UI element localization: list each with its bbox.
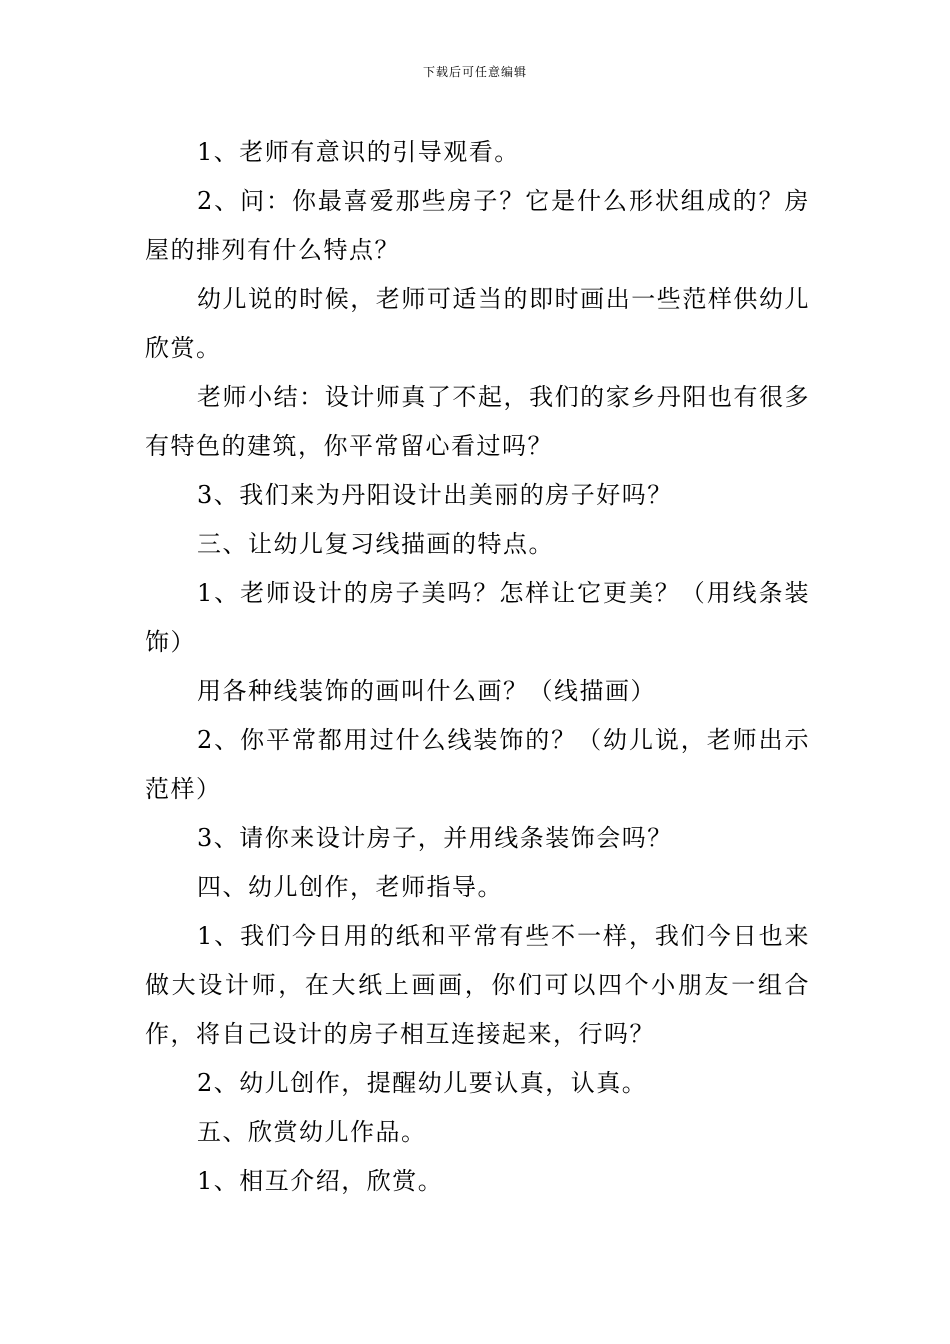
paragraph-11: 四、幼儿创作，老师指导。 (197, 873, 503, 901)
paragraph-9: 2、你平常都用过什么线装饰的？（幼儿说，老师出示范样） (145, 726, 810, 803)
page-header: 下载后可任意编辑 (422, 65, 527, 79)
paragraph-4: 老师小结：设计师真了不起，我们的家乡丹阳也有很多有特色的建筑，你平常留心看过吗？ (145, 383, 810, 460)
paragraph-14: 五、欣赏幼儿作品。 (197, 1118, 427, 1146)
paragraph-2: 2、问：你最喜爱那些房子？它是什么形状组成的？房屋的排列有什么特点？ (145, 187, 810, 264)
paragraph-15: 1、相互介绍，欣赏。 (197, 1167, 444, 1195)
paragraph-5: 3、我们来为丹阳设计出美丽的房子好吗？ (197, 481, 673, 509)
paragraph-3: 幼儿说的时候，老师可适当的即时画出一些范样供幼儿欣赏。 (145, 285, 810, 362)
document-body (145, 128, 810, 1206)
paragraph-1: 1、老师有意识的引导观看。 (197, 138, 520, 166)
paragraph-10: 3、请你来设计房子，并用线条装饰会吗？ (197, 824, 673, 852)
paragraph-12: 1、我们今日用的纸和平常有些不一样，我们今日也来做大设计师，在大纸上画画，你们可以四个小朋友一组合作，将自己设计的房子相互连接起来，行吗？ (145, 922, 810, 1048)
paragraph-13: 2、幼儿创作，提醒幼儿要认真，认真。 (197, 1069, 648, 1097)
paragraph-6: 三、让幼儿复习线描画的特点。 (197, 530, 554, 558)
paragraph-7: 1、老师设计的房子美吗？怎样让它更美？（用线条装饰） (145, 579, 810, 656)
paragraph-8: 用各种线装饰的画叫什么画？（线描画） (197, 677, 656, 705)
